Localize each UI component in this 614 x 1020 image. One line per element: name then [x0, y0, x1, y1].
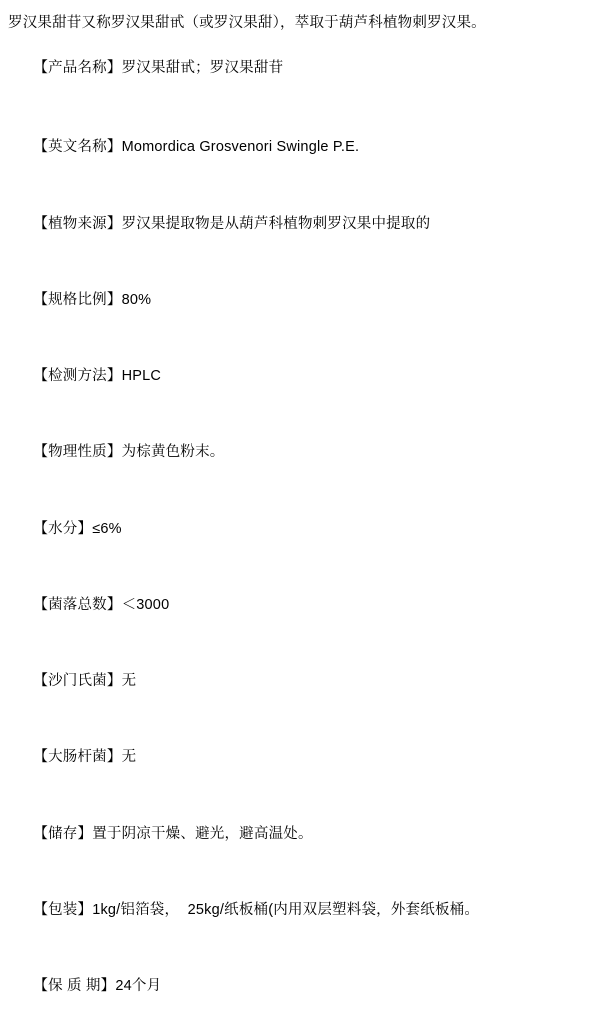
- spec-value: 1kg/铝箔袋， 25kg/纸板桶(内用双层塑料袋，外套纸板桶。: [92, 901, 480, 918]
- spec-value: 80%: [121, 291, 152, 308]
- spec-value: 罗汉果提取物是从葫芦科植物刺罗汉果中提取的: [121, 215, 431, 232]
- spec-item-e-coli: [8, 726, 604, 791]
- spec-value: 置于阴凉干燥、避光，避高温处。: [92, 825, 313, 842]
- spec-item-english-name: [8, 116, 604, 181]
- spec-label: 【储存】: [33, 825, 93, 842]
- spec-value: ＜3000: [121, 596, 170, 613]
- spec-item-storage: [8, 802, 604, 867]
- spec-value: Momordica Grosvenori Swingle P.E.: [121, 139, 360, 156]
- spec-label: 【物理性质】: [33, 444, 122, 461]
- spec-label: 【植物来源】: [33, 215, 122, 232]
- spec-label: 【水分】: [33, 520, 93, 537]
- spec-value: 24个月: [115, 978, 162, 995]
- intro-paragraph: 罗汉果甜苷又称罗汉果甜甙（或罗汉果甜），萃取于葫芦科植物刺罗汉果。: [8, 15, 486, 31]
- spec-list: [8, 36, 604, 1019]
- spec-item-total-plate-count: [8, 573, 604, 638]
- spec-label: 【包装】: [33, 901, 93, 918]
- spec-label: 【保 质 期】: [33, 978, 116, 995]
- spec-item-plant-source: [8, 192, 604, 257]
- spec-value: 罗汉果甜甙；罗汉果甜苷: [121, 60, 284, 77]
- spec-value: 无: [121, 673, 137, 690]
- spec-item-packaging: [8, 878, 604, 943]
- spec-item-moisture: [8, 497, 604, 562]
- spec-label: 【英文名称】: [33, 139, 122, 156]
- spec-item-shelf-life: [8, 954, 604, 1019]
- spec-item-specification-ratio: [8, 268, 604, 333]
- spec-label: 【菌落总数】: [33, 596, 122, 613]
- spec-item-physical-properties: [8, 421, 604, 486]
- spec-item-test-method: [8, 344, 604, 409]
- spec-value: 无: [121, 749, 137, 766]
- spec-value: HPLC: [121, 368, 162, 385]
- spec-label: 【检测方法】: [33, 368, 122, 385]
- spec-label: 【产品名称】: [33, 60, 122, 77]
- spec-label: 【沙门氏菌】: [33, 673, 122, 690]
- spec-item-salmonella: [8, 649, 604, 714]
- spec-label: 【规格比例】: [33, 291, 122, 308]
- spec-item-product-name: [8, 36, 604, 101]
- spec-value: 为棕黄色粉末。: [121, 444, 225, 461]
- spec-label: 【大肠杆菌】: [33, 749, 122, 766]
- spec-value: ≤6%: [92, 520, 122, 537]
